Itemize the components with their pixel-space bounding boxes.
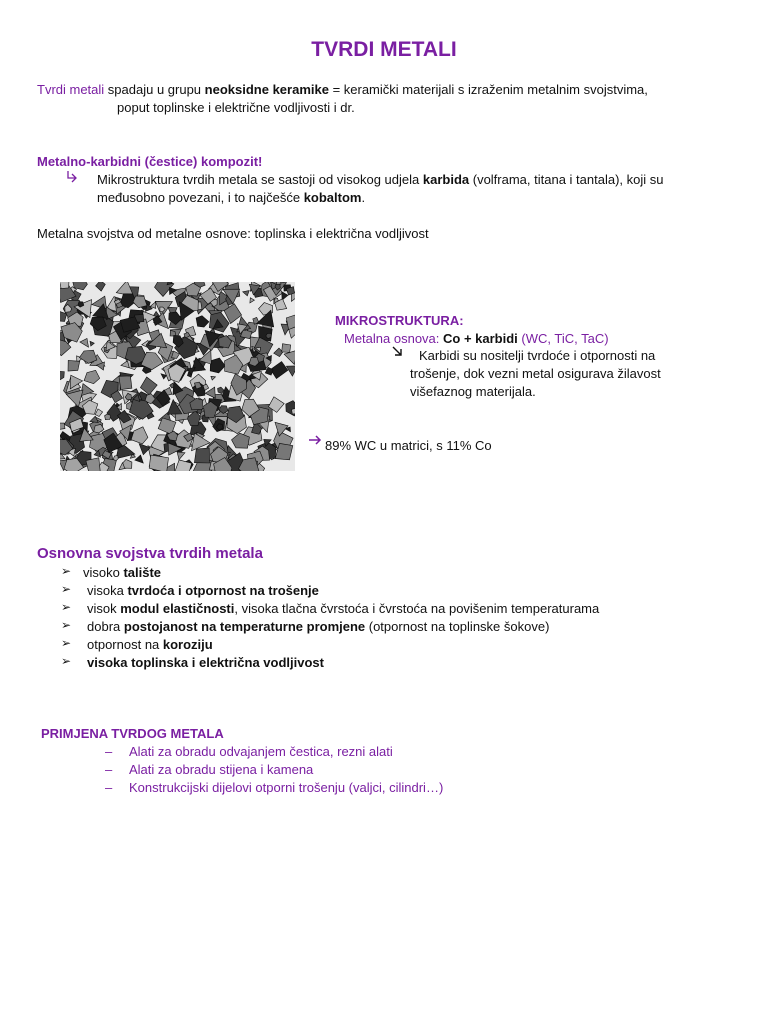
intro-line-2: poput toplinske i električne vodljivosti i dr. [117,100,355,115]
microstructure-base [344,331,609,346]
property-item [87,637,213,652]
property-rest: , visoka tlačna čvrstoća i čvrstoća na povišenim temperaturama [234,601,600,616]
composite-bold-karbida: karbida [422,172,470,187]
composite-text-3: međusobno povezani, i to najčešće [97,190,304,205]
property-text: visoka [87,583,128,598]
composite-text-end: . [361,190,366,205]
property-bold: tvrdoća i otpornost na trošenje [127,583,319,598]
property-text: dobra [87,619,124,634]
bullet-arrow-icon: ➢ [61,600,72,614]
property-bold: koroziju [162,637,213,652]
property-bold: postojanost na temperaturne promjene [123,619,366,634]
property-item [87,619,549,634]
property-item [87,601,599,616]
dash-icon: – [105,762,113,777]
bullet-arrow-icon: ➢ [61,636,72,650]
property-bold: modul elastičnosti [120,601,235,616]
composite-heading: Metalno-karbidni (čestice) kompozit! [37,154,263,169]
intro-term: Tvrdi metali [37,82,105,97]
down-right-arrow-icon [390,344,404,361]
properties-heading: Osnovna svojstva tvrdih metala [37,545,263,562]
micrograph-image [60,282,295,471]
intro-text: spadaju u grupu [104,82,205,97]
property-bold: talište [123,565,162,580]
bullet-arrow-icon: ➢ [61,564,72,578]
application-item: Konstrukcijski dijelovi otporni trošenju (valjci, cilindri…) [129,780,444,795]
wc-composition-note: 89% WC u matrici, s 11% Co [325,438,492,453]
property-item [87,655,324,670]
microstructure-text-1: Karbidi su nositelji tvrdoće i otpornosti na [419,348,656,363]
right-arrow-icon [308,433,322,451]
intro-bold: neoksidne keramike [204,82,329,97]
metal-properties-text: Metalna svojstva od metalne osnove: toplinska i električna vodljivost [37,226,429,241]
application-heading: PRIMJENA TVRDOG METALA [41,726,224,741]
microstructure-text-3: višefaznog materijala. [410,384,536,399]
dash-icon: – [105,780,113,795]
bullet-arrow-icon: ➢ [61,618,72,632]
bullet-arrow-icon: ➢ [61,582,72,596]
property-item [87,583,319,598]
microstructure-text-2: trošenje, dok vezni metal osigurava žilavost [410,366,661,381]
application-item: Alati za obradu odvajanjem čestica, rezni alati [129,744,393,759]
property-text: visok [87,601,121,616]
property-bold: visoka toplinska i električna vodljivost [87,655,324,670]
application-item: Alati za obradu stijena i kamena [129,762,314,777]
bullet-arrow-icon: ➢ [61,654,72,668]
microstructure-heading: MIKROSTRUKTURA: [335,313,464,328]
composite-text-1 [97,172,663,187]
intro-text-2: = keramički materijali s izraženim metalnim svojstvima, [328,82,648,97]
arrow-bullet-icon [66,170,82,187]
composite-bold-kobaltom: kobaltom [303,190,362,205]
intro-paragraph [37,82,648,97]
base-rest: (WC, TiC, TaC) [517,331,609,346]
property-text: otpornost na [87,637,163,652]
property-item [83,565,161,580]
dash-icon: – [105,744,113,759]
composite-text-rest: (volframa, titana i tantala), koji su [469,172,664,187]
composite-text-2 [97,190,365,205]
property-rest: (otpornost na toplinske šokove) [365,619,550,634]
base-label: Metalna osnova: [344,331,444,346]
composite-text: Mikrostruktura tvrdih metala se sastoji od visokog udjela [97,172,423,187]
page-title: TVRDI METALI [311,38,457,61]
base-bold: Co + karbidi [443,331,518,346]
property-text: visoko [83,565,124,580]
